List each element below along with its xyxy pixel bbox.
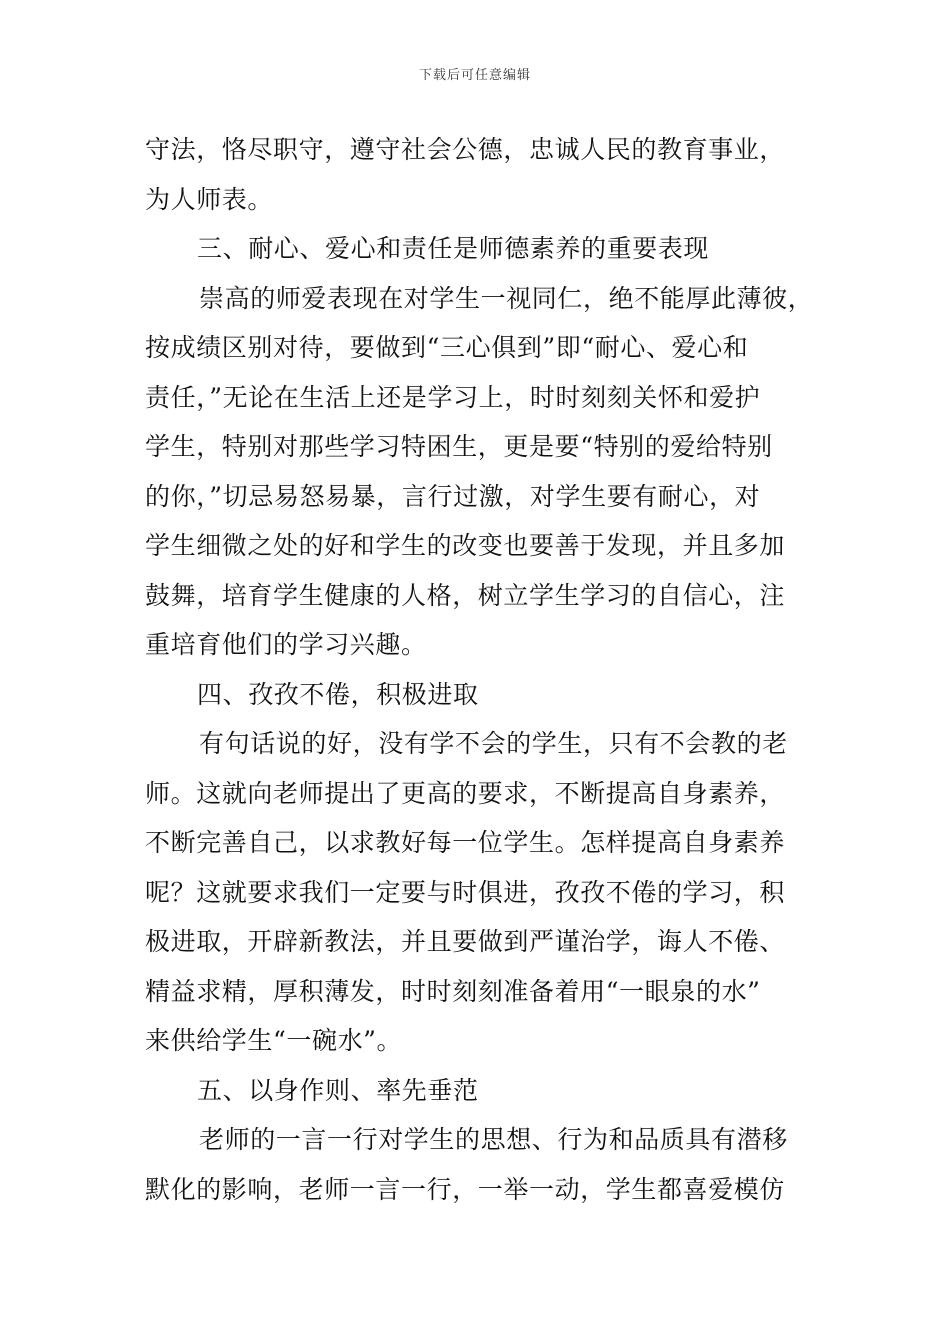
text-line: 的你，”切忌易怒易暴，言行过激，对学生要有耐心，对 — [145, 481, 761, 511]
text-line: 呢？这就要求我们一定要与时俱进，孜孜不倦的学习，积 — [145, 877, 786, 907]
text-line: 精益求精，厚积薄发，时时刻刻准备着用“一眼泉的水” — [145, 976, 761, 1006]
text-line: 守法，恪尽职守，遵守社会公德，忠诚人民的教育事业， — [145, 135, 786, 164]
text-line: 极进取，开辟新教法，并且要做到严谨治学，诲人不倦、 — [145, 927, 786, 956]
text-line: 责任，”无论在生活上还是学习上，时时刻刻关怀和爱护 — [145, 382, 761, 412]
text-line: 师。这就向老师提出了更高的要求，不断提高自身素养， — [145, 778, 786, 808]
page-header: 下载后可任意编辑 — [418, 68, 531, 83]
document-body — [145, 128, 817, 1217]
text-line: 学生细微之处的好和学生的改变也要善于发现，并且多加 — [145, 531, 786, 560]
text-line: 学生，特别对那些学习特困生，更是要“特别的爱给特别 — [145, 432, 773, 461]
text-line: 为人师表。 — [145, 184, 274, 214]
text-line: 默化的影响，老师一言一行，一举一动，学生都喜爱模仿 — [145, 1174, 786, 1204]
text-line: 按成绩区别对待，要做到“三心俱到”即“耐心、爱心和 — [145, 333, 749, 362]
text-line: 鼓舞，培育学生健康的人格，树立学生学习的自信心，注 — [145, 580, 786, 610]
text-line: 老师的一言一行对学生的思想、行为和品质具有潜移 — [199, 1125, 788, 1154]
text-line: 有句话说的好，没有学不会的学生，只有不会教的老 — [199, 729, 788, 758]
section-heading: 三、耐心、爱心和责任是师德素养的重要表现 — [197, 234, 710, 263]
text-line: 不断完善自己，以求教好每一位学生。怎样提高自身素养 — [145, 828, 786, 857]
text-line: 来供给学生“一碗水”。 — [145, 1026, 403, 1055]
text-line: 重培育他们的学习兴趣。 — [145, 630, 427, 659]
section-heading: 四、孜孜不倦，积极进取 — [197, 679, 479, 709]
section-heading: 五、以身作则、率先垂范 — [197, 1075, 479, 1105]
text-line: 崇高的师爱表现在对学生一视同仁，绝不能厚此薄彼， — [199, 283, 814, 313]
